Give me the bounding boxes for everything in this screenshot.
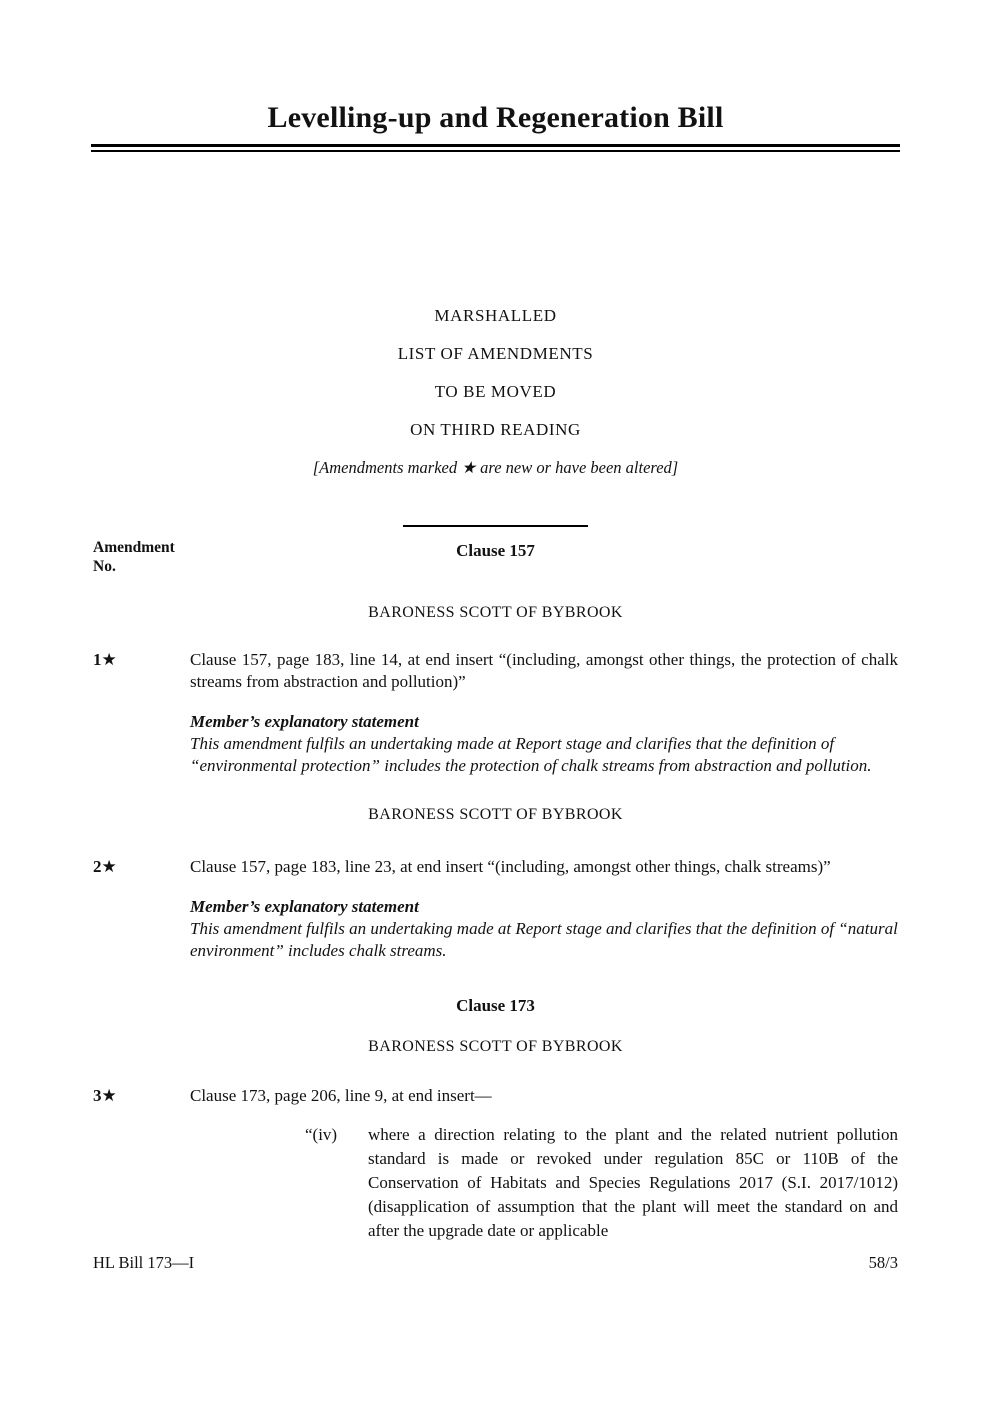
list-heading — [93, 297, 898, 449]
sub-item-text: where a direction relating to the plant and the related nutrient pollution standard is made or revoked under regulation 85C or 110B of the Conservation of Habitats and Species Regulations 2017 (S.I. 2017/1012) (disapplication of assumption that the plant will meet the standard on and after the upgrade date or applicable — [368, 1125, 898, 1240]
bill-title: Levelling-up and Regeneration Bill — [267, 101, 724, 134]
list-heading-line: MARSHALLED — [434, 306, 557, 325]
amendment-3-row — [93, 1085, 898, 1243]
list-heading-line: TO BE MOVED — [434, 382, 557, 401]
amendment-3-body — [190, 1085, 898, 1243]
new-amendment-star-icon: ★ — [101, 857, 117, 876]
amendment-no-label-line2: No. — [93, 558, 116, 575]
amendment-2-row — [93, 856, 898, 962]
amendment-1-text: Clause 157, page 183, line 14, at end insert “(including, amongst other things, the protection of chalk streams from abstraction and pollution)” — [190, 650, 898, 691]
list-heading-line: LIST OF AMENDMENTS — [397, 344, 594, 363]
amendment-1-number — [93, 649, 190, 777]
page-footer — [93, 1253, 898, 1273]
explanatory-statement-heading: Member’s explanatory statement — [190, 712, 419, 731]
new-amendment-star-icon: ★ — [101, 1086, 117, 1105]
amendment-number-text: 2 — [93, 857, 102, 876]
amendment-3-number — [93, 1085, 190, 1243]
clause-157-header-row — [93, 538, 898, 578]
amendment-2-explanatory-text: This amendment fulfils an undertaking made at Report stage and clarifies that the definition of “natural environment” includes chalk streams. — [190, 919, 898, 960]
amendment-1-row — [93, 649, 898, 777]
amendment-no-label-line1: Amendment — [93, 539, 175, 556]
amendment-number-text: 3 — [93, 1086, 102, 1105]
section-divider-rule — [403, 525, 588, 527]
sponsor-name: BARONESS SCOTT OF BYBROOK — [368, 806, 623, 823]
clause-157-heading: Clause 157 — [456, 541, 535, 560]
sub-item-label: “(iv) — [305, 1125, 338, 1144]
sponsor-name: BARONESS SCOTT OF BYBROOK — [368, 1038, 623, 1055]
list-heading-line: ON THIRD READING — [410, 420, 581, 439]
amendment-no-column-label — [93, 538, 175, 576]
title-double-rule — [91, 144, 900, 152]
sponsor-name: BARONESS SCOTT OF BYBROOK — [368, 604, 623, 621]
amendment-1-explanatory-text: This amendment fulfils an undertaking made at Report stage and clarifies that the definition of “environmental protection” includes the protection of chalk streams from abstraction and pollution. — [190, 734, 872, 775]
amendment-1-body — [190, 649, 898, 777]
amendment-number-text: 1 — [93, 650, 102, 669]
footer-page-code: 58/3 — [868, 1253, 898, 1272]
amendments-note: [Amendments marked ★ are new or have been altered] — [312, 458, 679, 477]
clause-173-heading: Clause 173 — [456, 996, 535, 1015]
new-amendment-star-icon: ★ — [101, 650, 117, 669]
amendment-2-number — [93, 856, 190, 962]
amendment-3-sub-item — [305, 1123, 898, 1243]
amendment-2-body — [190, 856, 898, 962]
explanatory-statement-heading: Member’s explanatory statement — [190, 897, 419, 916]
footer-bill-number: HL Bill 173—I — [93, 1253, 195, 1272]
amendment-2-text: Clause 157, page 183, line 23, at end insert “(including, amongst other things, chalk streams)” — [190, 857, 831, 876]
amendment-3-text: Clause 173, page 206, line 9, at end insert— — [190, 1086, 492, 1105]
